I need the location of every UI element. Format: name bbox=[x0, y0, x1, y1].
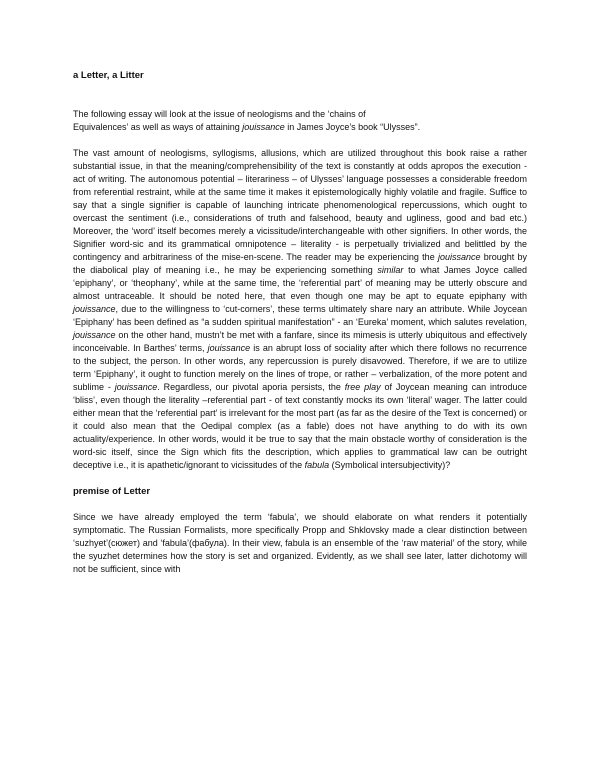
italic-term: jouissance bbox=[73, 330, 116, 340]
body-paragraph-2: Since we have already employed the term ‘fabula’, we should elaborate on what renders it potentially symptomatic. The Russian Formalists, more specifically Propp and Shklovsky made a clear distinction between ‘suzhyet’(сюжет) and ‘fabula’(фабула). In their view, fabula is an ensemble of the ‘raw material’ of the story, while the syuzhet determines how the story is set and organized. Evidently, as we shall see later, latter dichotomy will not be sufficient, since with bbox=[73, 512, 527, 574]
italic-term: jouissance bbox=[73, 304, 116, 314]
text-run: . Regardless, our pivotal aporia persists, the bbox=[157, 382, 345, 392]
text-run: to what James Joyce called ‘epiphany’, or ‘theophany’, while at the same time, the ‘referential part’ of meaning may be utterly obscure and almost untraceable. It should be noted here, that even though one may be apt to equate epiphany with bbox=[73, 265, 527, 301]
text-run: , due to the willingness to ‘cut-corners’, these terms ultimately share nary an attribute. While Joycean ‘Epiphany’ has been defined as “a sudden spiritual manifestation” - an ‘Eureka’ moment, which salutes revelation, bbox=[73, 304, 527, 327]
intro-paragraph bbox=[73, 108, 527, 134]
text-run: is an abrupt loss of sociality after which there follows no recurrence to the subject, the person. In other words, any repercussion is purely disavowed. Therefore, if we are to utilize term ‘Epiphany’, it ought to function merely on the lines of trope, or rather – verbalization, of the more potent and sublime - bbox=[73, 343, 527, 392]
intro-line-2-start: Equivalences’ as well as ways of attaining bbox=[73, 122, 243, 132]
italic-term: jouissance bbox=[437, 252, 481, 262]
intro-line-2-end: in James Joyce’s book “Ulysses”. bbox=[284, 122, 421, 132]
text-run: The vast amount of neologisms, syllogisms, allusions, which are utilized throughout this book raise a rather substantial issue, in that the meaning/comprehensibility of the text is constantly at odds apropos the execution - act of writing. The autonomous potential – literariness – of Ulysses’ language possesses a considerable freedom from referential restraint, while at the same time it makes it epistemologically highly volatile and fragile. Suffice to say that a single signifier is capable of launching intricate phenomenological repercussions, which ought to overcast the sentiment (i.e., considerations of truth and falsehood, beauty and ugliness, good and bad etc.) Moreover, the ‘word’ itself becomes merely a vicissitude/interchangeable with other signifiers. In other words, the Signifier word-sic and its grammatical omnipotence – literality - is perpetually trivialized and belittled by the contingency and arbitrariness of the mise-en-scene. The reader may be experiencing the bbox=[73, 148, 527, 262]
italic-term: similar bbox=[377, 265, 404, 275]
section-heading: premise of Letter bbox=[73, 486, 151, 497]
text-run: brought by the diabolical play of meaning i.e., he may be experiencing something bbox=[73, 252, 527, 275]
intro-line-1: The following essay will look at the issue of neologisms and the ‘chains of bbox=[73, 109, 366, 119]
document-title: a Letter, a Litter bbox=[73, 70, 144, 81]
italic-term: free play bbox=[344, 382, 381, 392]
text-run: of Joycean meaning can introduce ‘bliss’, even though the literality –referential part - of text constantly mocks its own ‘literal’ wager. The latter could either mean that the ‘referential part’ is irrelevant for the most part (as far as the desire of the Text is concerned) or it could also mean that the Oedipal complex (as a fable) does not have anything to do with its own actuality/experience. In other words, would it be true to say that the main obstacle worthy of consideration is the word-sic itself, since the Sign which fits the description, which applies to grammatical law can be outright deceptive i.e., it is apathetic/ignorant to vicissitudes of the bbox=[73, 382, 527, 470]
italic-term: fabula bbox=[304, 460, 330, 470]
text-run: (Symbolical intersubjectivity)? bbox=[329, 460, 451, 470]
text-run: on the other hand, mustn’t be met with a fanfare, since its mimesis is utterly ubiquitous and effectively inconceivable. In Barthes’ terms, bbox=[73, 330, 527, 353]
italic-term: jouissance bbox=[207, 343, 251, 353]
body-paragraph-1 bbox=[73, 147, 527, 472]
italic-term: jouissance bbox=[114, 382, 158, 392]
intro-italic-term: jouissance bbox=[242, 122, 285, 132]
